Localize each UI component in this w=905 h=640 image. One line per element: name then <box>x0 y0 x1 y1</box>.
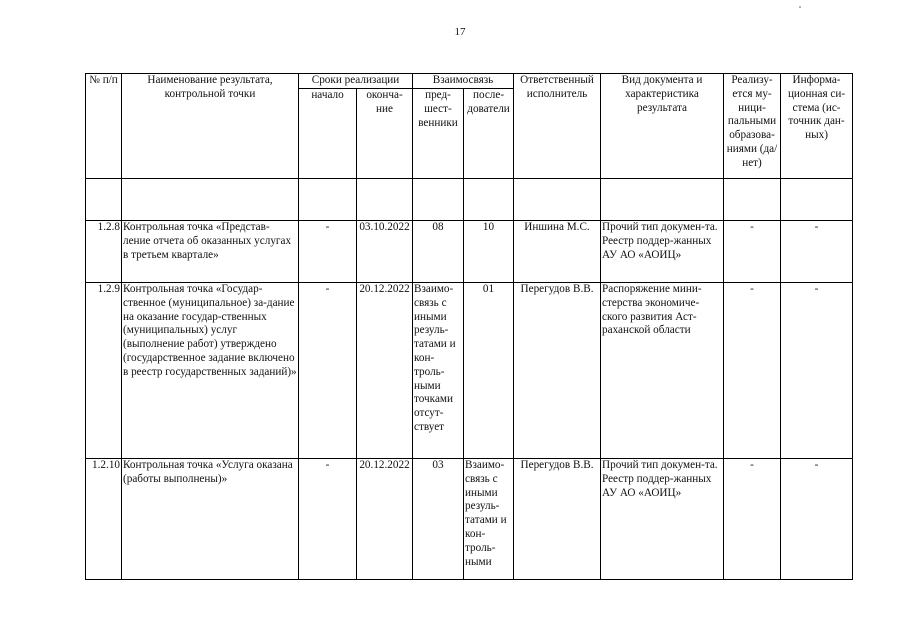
cell-start: - <box>299 221 357 283</box>
cell-info-system: - <box>781 283 853 459</box>
header-info-system: Информа-ционная си-стема (ис-точник дан-ных) <box>781 74 853 179</box>
table-row-empty <box>86 179 853 221</box>
header-name: Наименование результата, контрольной точки <box>122 74 299 179</box>
table-row <box>86 283 853 459</box>
header-doc-type: Вид документа и характеристика результата <box>601 74 724 179</box>
cell-successors: 10 <box>464 221 514 283</box>
cell-predecessors: 08 <box>413 221 464 283</box>
header-successors: после-дователи <box>464 89 514 179</box>
cell-predecessors: Взаимо-связь с иными резуль-татами и кон-троль-ными точками отсут-ствует <box>413 283 464 459</box>
table-row <box>86 221 853 283</box>
cell-municipal: - <box>724 283 781 459</box>
cell-end: 03.10.2022 <box>357 221 413 283</box>
cell-responsible: Иншина М.С. <box>514 221 601 283</box>
cell-num: 1.2.8 <box>86 221 122 283</box>
cell-info-system: - <box>781 459 853 580</box>
header-end: оконча-ние <box>357 89 413 179</box>
scan-speck <box>799 6 801 8</box>
cell-end: 20.12.2022 <box>357 459 413 580</box>
cell-doc-type: Распоряжение мини-стерства экономиче-ского развития Аст-раханской области <box>601 283 724 459</box>
header-relation-group: Взаимосвязь <box>413 74 514 89</box>
cell-end: 20.12.2022 <box>357 283 413 459</box>
cell-responsible: Перегудов В.В. <box>514 283 601 459</box>
cell-successors: Взаимо-связь с иными резуль-татами и кон-троль-ными <box>464 459 514 580</box>
cell-info-system: - <box>781 221 853 283</box>
table-row <box>86 459 853 580</box>
cell-name: Контрольная точка «Представ-ление отчета об оказанных услугах в третьем квартале» <box>122 221 299 283</box>
cell-name: Контрольная точка «Услуга оказана (работы выполнены)» <box>122 459 299 580</box>
cell-doc-type: Прочий тип докумен-та. Реестр поддер-жанных АУ АО «АОИЦ» <box>601 459 724 580</box>
cell-doc-type: Прочий тип докумен-та. Реестр поддер-жанных АУ АО «АОИЦ» <box>601 221 724 283</box>
cell-predecessors: 03 <box>413 459 464 580</box>
header-terms-group: Сроки реализации <box>299 74 413 89</box>
cell-start: - <box>299 283 357 459</box>
cell-num: 1.2.10 <box>86 459 122 580</box>
header-municipal: Реализу-ется му-ници-пальными образова-ниями (да/нет) <box>724 74 781 179</box>
results-table <box>85 73 853 580</box>
header-responsible: Ответственный исполнитель <box>514 74 601 179</box>
page-number: 17 <box>454 26 466 38</box>
cell-municipal: - <box>724 459 781 580</box>
cell-start: - <box>299 459 357 580</box>
cell-municipal: - <box>724 221 781 283</box>
header-predecessors: пред-шест-венники <box>413 89 464 179</box>
cell-num: 1.2.9 <box>86 283 122 459</box>
cell-name: Контрольная точка «Государ-ственное (муниципальное) за-дание на оказание государ-ственных (муниципальных) услуг (выполнение работ) утверждено (государственное задание включено в реестр государственных заданий)» <box>122 283 299 459</box>
header-start: начало <box>299 89 357 179</box>
header-num: № п/п <box>86 74 122 179</box>
cell-responsible: Перегудов В.В. <box>514 459 601 580</box>
cell-successors: 01 <box>464 283 514 459</box>
